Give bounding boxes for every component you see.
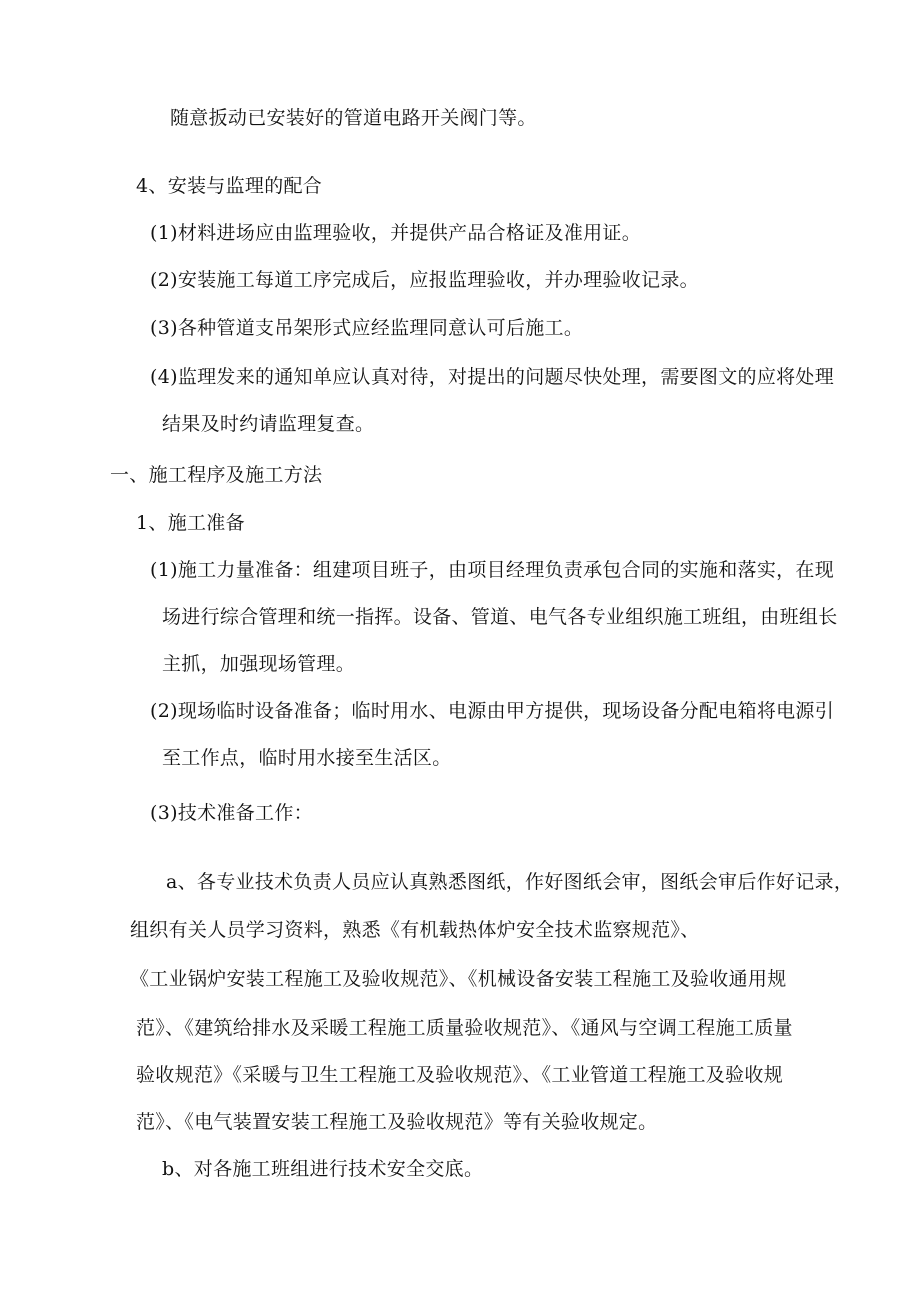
tech-item-a-cont: 范》、《建筑给排水及采暖工程施工质量验收规范》、《通风与空调工程施工质量 [136,1017,793,1039]
tech-item-b: b、对各施工班组进行技术安全交底。 [162,1158,484,1180]
list-item-4: (4)监理发来的通知单应认真对待，对提出的问题尽快处理，需要图文的应将处理 [150,366,835,388]
tech-item-a-cont: 范》、《电气装置安装工程施工及验收规范》等有关验收规定。 [136,1111,658,1133]
tech-item-a-cont: 《工业锅炉安装工程施工及验收规范》、《机械设备安装工程施工及验收通用规 [130,968,787,990]
list-item-4-cont: 结果及时约请监理复查。 [162,413,375,435]
prep-item-2: (2)现场临时设备准备；临时用水、电源由甲方提供，现场设备分配电箱将电源引 [150,700,835,722]
tech-item-a-cont: 验收规范》《采暖与卫生工程施工及验收规范》、《工业管道工程施工及验收规 [136,1064,784,1086]
subsection-heading-4: 4、安装与监理的配合 [136,175,323,197]
prep-item-1: (1)施工力量准备：组建项目班子，由项目经理负责承包合同的实施和落实，在现 [150,559,835,581]
prep-item-2-cont: 至工作点，临时用水接至生活区。 [162,747,452,769]
list-item-2: (2)安装施工每道工序完成后，应报监理验收，并办理验收记录。 [150,269,699,291]
section-heading-1: 一、施工程序及施工方法 [110,464,323,486]
prep-item-1-cont: 主抓，加强现场管理。 [162,653,356,675]
tech-item-a-cont: 组织有关人员学习资料，熟悉《有机载热体炉安全技术监察规范》、 [130,919,700,941]
subsection-heading-1: 1、施工准备 [136,512,245,534]
tech-item-a: a、各专业技术负责人员应认真熟悉图纸，作好图纸会审，图纸会审后作好记录， [166,871,854,893]
text-line-continuation: 随意扳动已安装好的管道电路开关阀门等。 [170,107,537,129]
list-item-1: (1)材料进场应由监理验收，并提供产品合格证及准用证。 [150,222,642,244]
prep-item-1-cont: 场进行综合管理和统一指挥。设备、管道、电气各专业组织施工班组，由班组长 [162,606,838,628]
prep-item-3: (3)技术准备工作： [150,802,313,824]
list-item-3: (3)各种管道支吊架形式应经监理同意认可后施工。 [150,317,584,339]
